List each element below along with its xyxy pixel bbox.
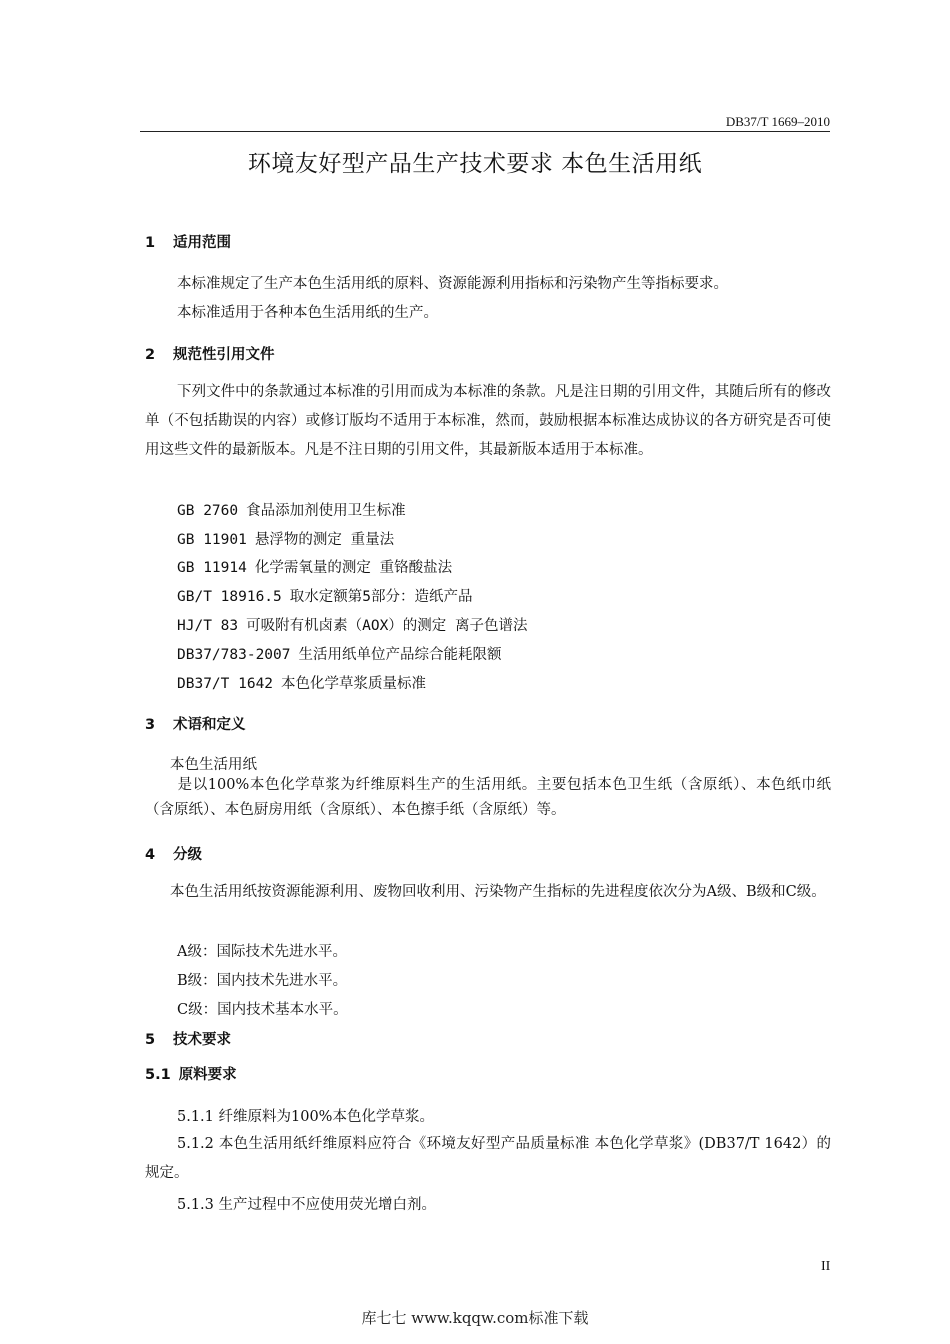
page-number: II bbox=[821, 1259, 831, 1274]
clause-5-1-1: 5.1.1 纤维原料为100%本色化学草浆。 bbox=[177, 1109, 434, 1125]
section-number: 2 bbox=[145, 347, 156, 363]
section-title: 规范性引用文件 bbox=[173, 347, 275, 363]
reference-title: 食品添加剂使用卫生标准 bbox=[246, 503, 406, 519]
section-4-paragraph-text: 本色生活用纸按资源能源利用、废物回收利用、污染物产生指标的先进程度依次分为A级、B级和C级。 bbox=[170, 884, 826, 900]
term-definition-text: 是以100%本色化学草浆为纤维原料生产的生活用纸。主要包括本色卫生纸（含原纸）、本色纸巾纸（含原纸）、本色厨房用纸（含原纸）、本色擦手纸（含原纸）等。 bbox=[145, 777, 831, 818]
section-2-paragraph-text: 下列文件中的条款通过本标准的引用而成为本标准的条款。凡是注日期的引用文件，其随后所有的修改单（不包括勘误的内容）或修订版均不适用于本标准，然而，鼓励根据本标准达成协议的各方研究是否可使用这些文件的最新版本。凡是不注日期的引用文件，其最新版本适用于本标准。 bbox=[145, 384, 831, 458]
section-2-heading bbox=[145, 343, 275, 364]
section-1-para-1: 本标准规定了生产本色生活用纸的原料、资源能源利用指标和污染物产生等指标要求。 bbox=[177, 276, 728, 292]
section-title: 术语和定义 bbox=[173, 717, 246, 733]
grade-level-item: B级：国内技术先进水平。 bbox=[177, 973, 348, 989]
grade-level-item: C级：国内技术基本水平。 bbox=[177, 1002, 348, 1018]
section-4-heading bbox=[145, 843, 202, 864]
reference-code: GB 11901 bbox=[177, 532, 247, 548]
reference-title: 化学需氧量的测定 重铬酸盐法 bbox=[254, 560, 453, 576]
reference-code: GB 11914 bbox=[177, 560, 247, 576]
section-number: 3 bbox=[145, 717, 156, 733]
reference-item bbox=[177, 614, 528, 635]
reference-title: 生活用纸单位产品综合能耗限额 bbox=[298, 647, 502, 663]
subsection-5-1-heading bbox=[145, 1063, 237, 1084]
section-title: 分级 bbox=[173, 847, 202, 863]
clause-5-1-3: 5.1.3 生产过程中不应使用荧光增白剂。 bbox=[177, 1197, 437, 1213]
document-title: 环境友好型产品生产技术要求 本色生活用纸 bbox=[247, 151, 703, 177]
section-number: 4 bbox=[145, 847, 156, 863]
term-name: 本色生活用纸 bbox=[170, 757, 257, 773]
section-1-para-2: 本标准适用于各种本色生活用纸的生产。 bbox=[177, 305, 438, 321]
term-definition bbox=[145, 773, 831, 823]
reference-item bbox=[177, 528, 394, 549]
reference-item bbox=[177, 643, 502, 664]
reference-code: GB/T 18916.5 bbox=[177, 589, 282, 605]
section-1-heading bbox=[145, 231, 231, 252]
section-2-paragraph bbox=[145, 378, 831, 465]
reference-code: HJ/T 83 bbox=[177, 618, 239, 634]
section-3-heading bbox=[145, 713, 246, 734]
reference-title: 取水定额第5部分：造纸产品 bbox=[289, 589, 473, 605]
section-4-paragraph bbox=[145, 878, 831, 907]
clause-5-1-2-text: 5.1.2 本色生活用纸纤维原料应符合《环境友好型产品质量标准 本色化学草浆》(DB37/T 1642）的规定。 bbox=[145, 1136, 831, 1181]
section-title: 技术要求 bbox=[173, 1032, 231, 1048]
reference-title: 可吸附有机卤素（AOX）的测定 离子色谱法 bbox=[246, 618, 528, 634]
reference-title: 本色化学草浆质量标准 bbox=[281, 676, 427, 692]
reference-item bbox=[177, 672, 426, 693]
reference-item bbox=[177, 556, 452, 577]
subsection-title: 原料要求 bbox=[178, 1067, 237, 1083]
section-number: 5 bbox=[145, 1032, 156, 1048]
subsection-number: 5.1 bbox=[145, 1067, 171, 1083]
reference-item bbox=[177, 499, 406, 520]
reference-title: 悬浮物的测定 重量法 bbox=[254, 532, 395, 548]
header-rule bbox=[140, 131, 830, 132]
reference-item bbox=[177, 585, 473, 606]
section-title: 适用范围 bbox=[173, 235, 231, 251]
reference-code: DB37/T 1642 bbox=[177, 676, 274, 692]
section-number: 1 bbox=[145, 235, 156, 251]
standard-code: DB37/T 1669–2010 bbox=[725, 114, 830, 129]
clause-5-1-2 bbox=[145, 1130, 831, 1188]
grade-level-item: A级：国际技术先进水平。 bbox=[177, 944, 347, 960]
footer-watermark: 库七七 www.kqqw.com标准下载 bbox=[361, 1309, 589, 1327]
reference-code: GB 2760 bbox=[177, 503, 239, 519]
section-5-heading bbox=[145, 1028, 231, 1049]
reference-code: DB37/783-2007 bbox=[177, 647, 291, 663]
